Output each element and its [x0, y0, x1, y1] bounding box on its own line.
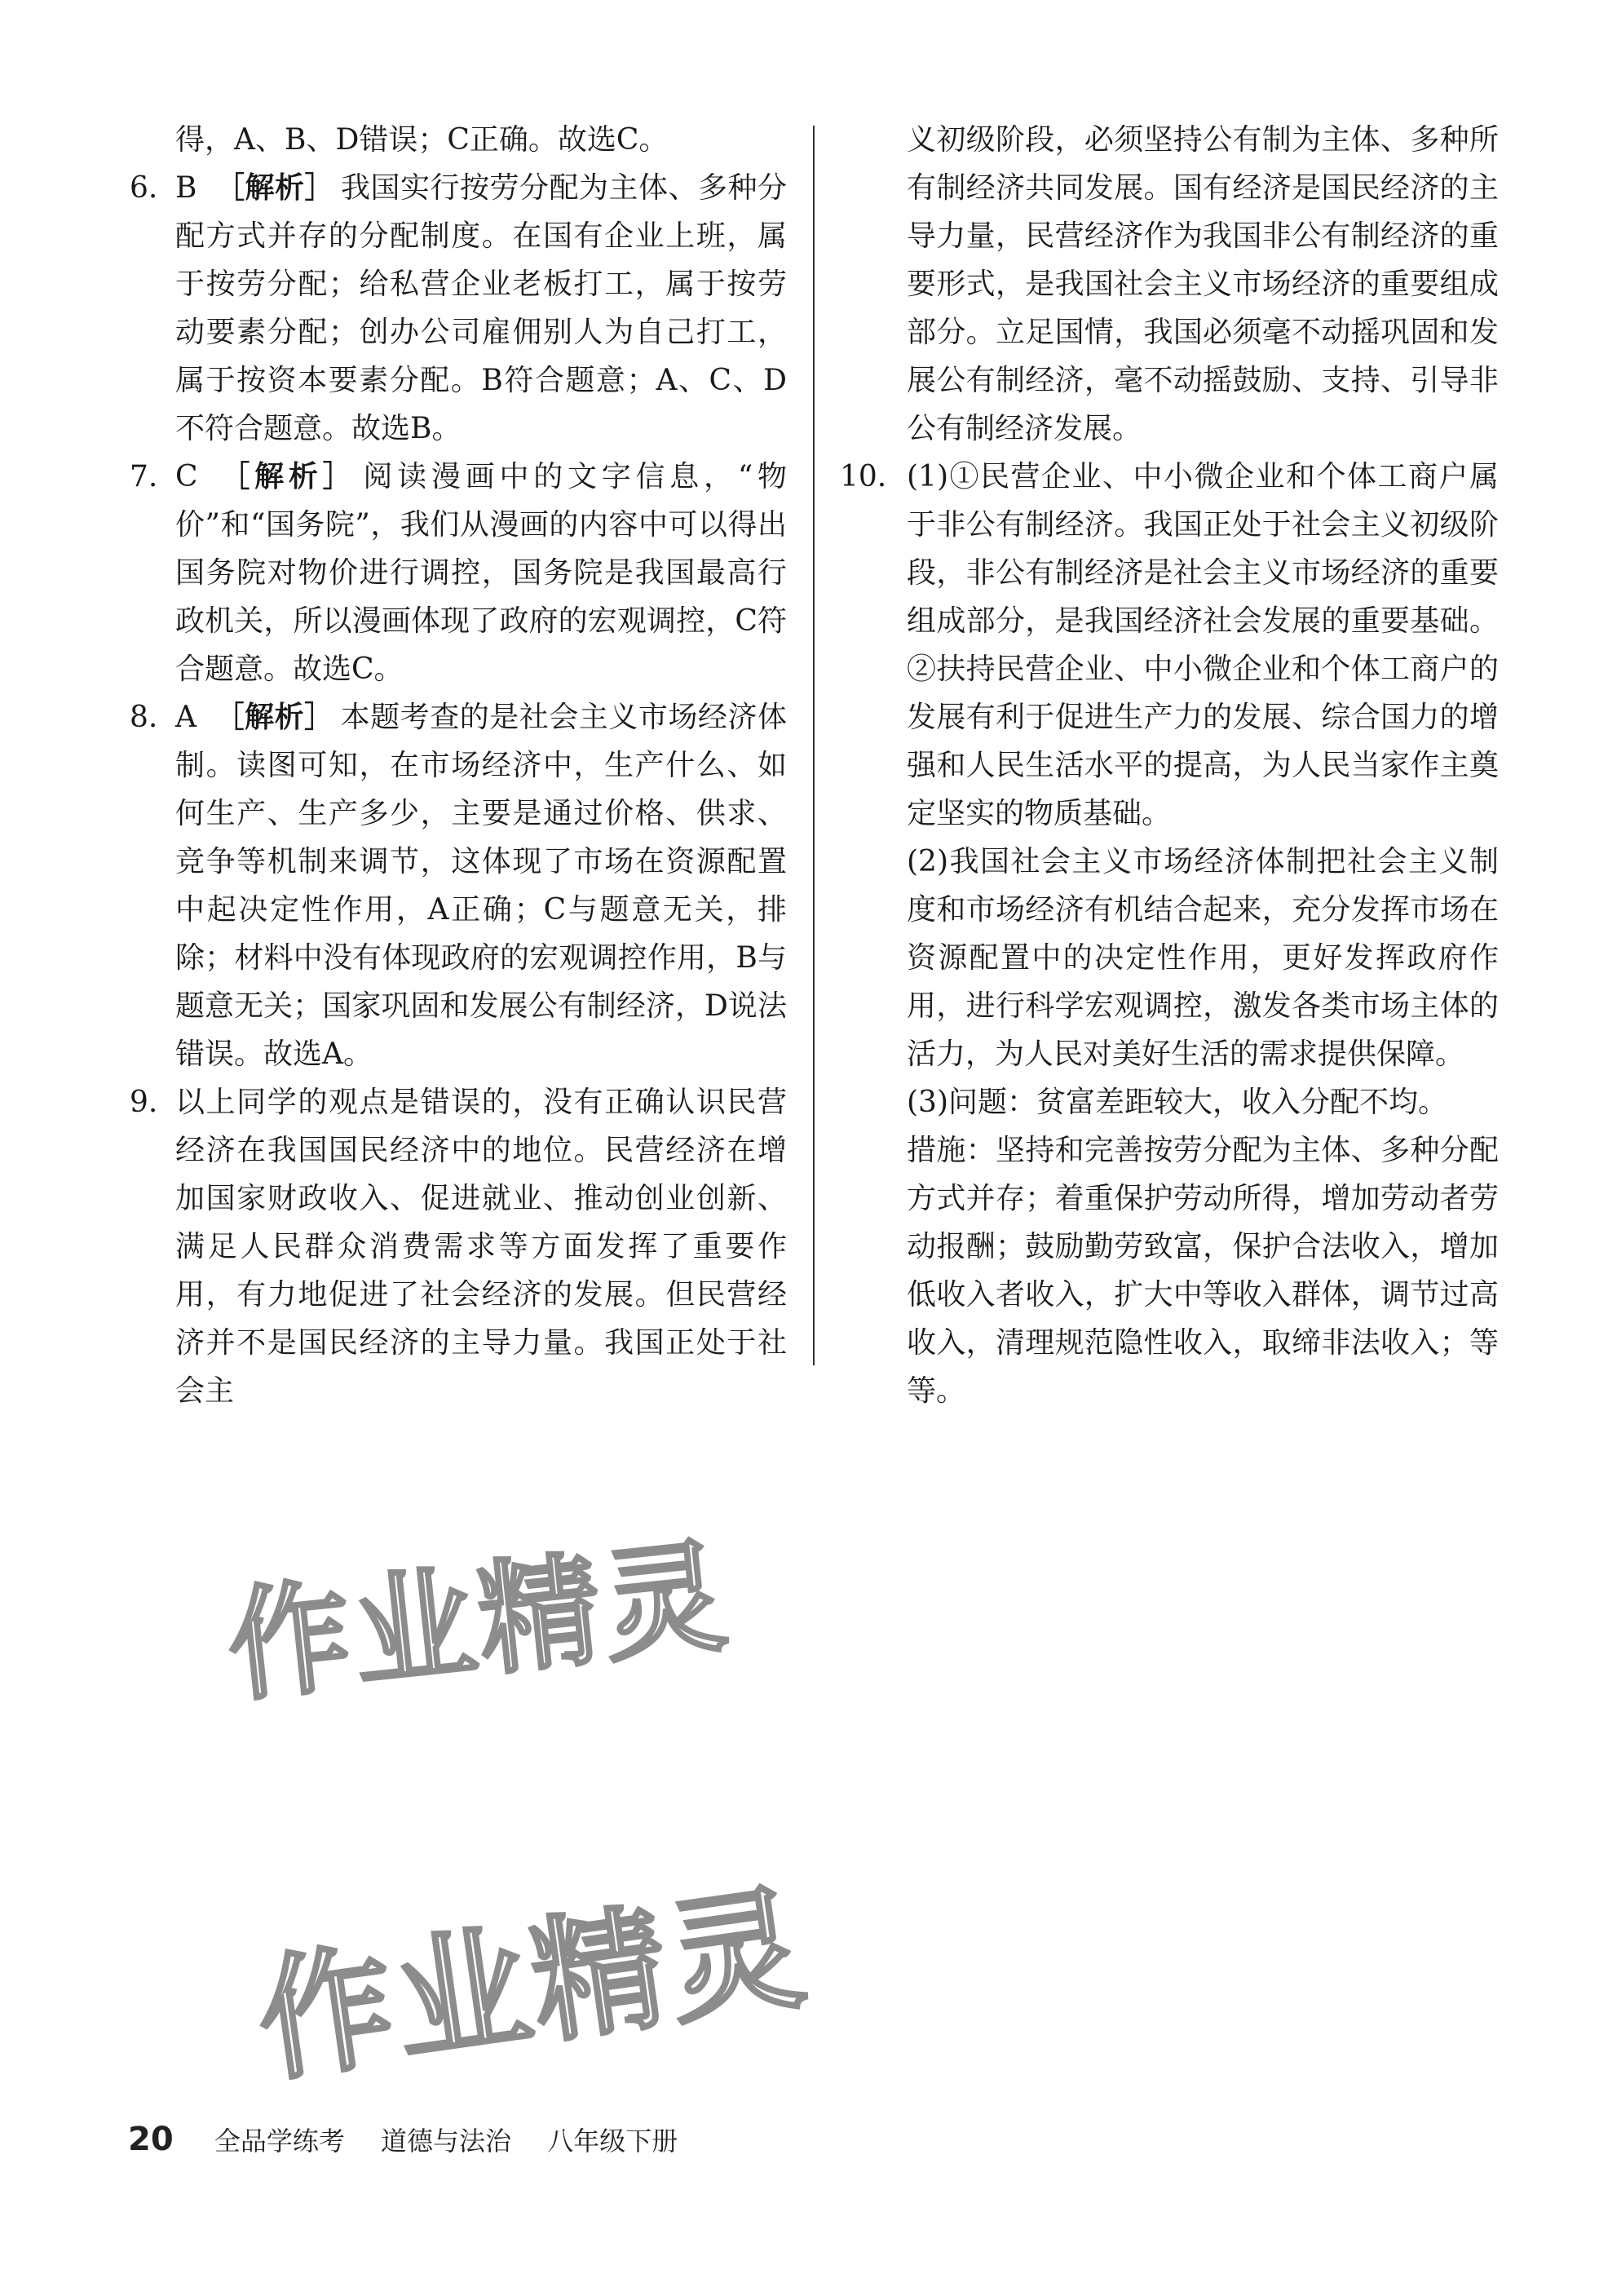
item-9-continuation: 义初级阶段，必须坚持公有制为主体、多种所有制经济共同发展。国有经济是国民经济的主导力量，民营经济作为我国非公有制经济的重要形式，是我国社会主义市场经济的重要组成部分。立足国情，我国必须毫不动摇巩固和发展公有制经济，毫不动摇鼓励、支持、引导非公有制经济发展。: [907, 123, 1499, 445]
page-footer: [128, 2121, 678, 2158]
watermark-text: 作业精灵: [249, 1869, 817, 2101]
page-number: 20: [128, 2121, 174, 2158]
book-subject: 道德与法治: [381, 2126, 512, 2157]
item-number: 10.: [840, 460, 887, 493]
answer-text: 我国实行按劳分配为主体、多种分配方式并存的分配制度。在国有企业上班，属于按劳分配；给私营企业老板打工，属于按劳动要素分配；创办公司雇佣别人为自己打工，属于按资本要素分配。B符合题意；A、C、D不符合题意。故选B。: [175, 171, 787, 445]
item-10-part-3-measures: 措施：坚持和完善按劳分配为主体、多种分配方式并存；着重保护劳动所得，增加劳动者劳动报酬；鼓励勤劳致富，保护合法收入，增加低收入者收入，扩大中等收入群体，调节过高收入，清理规范隐性收入，取缔非法收入；等等。: [907, 1134, 1499, 1408]
book-grade: 八年级下册: [547, 2126, 678, 2157]
answer-item-10: [840, 453, 1499, 1415]
item-number: 6.: [130, 171, 158, 205]
right-column: [840, 116, 1499, 1415]
item-10-part-2: (2)我国社会主义市场经济体制把社会主义制度和市场经济有机结合起来，充分发挥市场在资源配置中的决定性作用，更好发挥政府作用，进行科学宏观调控，激发各类市场主体的活力，为人民对美好生活的需求提供保障。: [907, 845, 1499, 1071]
item-number: 7.: [130, 460, 158, 493]
item-number: 9.: [130, 1086, 158, 1119]
answer-text: 本题考查的是社会主义市场经济体制。读图可知，在市场经济中，生产什么、如何生产、生产多少，主要是通过价格、供求、竞争等机制来调节，这体现了市场在资源配置中起决定性作用，A正确；C与题意无关，排除；材料中没有体现政府的宏观调控作用，B与题意无关；国家巩固和发展公有制经济，D说法错误。故选A。: [175, 701, 787, 1071]
answer-text: 阅读漫画中的文字信息，“物价”和“国务院”，我们从漫画的内容中可以得出国务院对物价进行调控，国务院是我国最高行政机关，所以漫画体现了政府的宏观调控，C符合题意。故选C。: [175, 460, 787, 686]
analysis-tag: ［解析］: [215, 459, 357, 493]
left-intro: 得，A、B、D错误；C正确。故选C。: [175, 123, 669, 157]
analysis-tag: ［解析］: [214, 170, 334, 205]
left-column: [130, 116, 787, 1415]
analysis-tag: ［解析］: [214, 700, 334, 734]
answer-letter: B: [175, 171, 197, 205]
answer-item-7: [130, 453, 787, 693]
watermark-text: 作业精灵: [221, 1525, 736, 1719]
item-number: 8.: [130, 701, 158, 734]
answer-letter: A: [175, 701, 197, 734]
answer-letter: C: [175, 460, 198, 493]
book-series: 全品学练考: [214, 2126, 345, 2157]
answer-item-9: [130, 1078, 787, 1415]
answer-text: 以上同学的观点是错误的，没有正确认识民营经济在我国国民经济中的地位。民营经济在增加国家财政收入、促进就业、推动创业创新、满足人民群众消费需求等方面发挥了重要作用，有力地促进了社会经济的发展。但民营经济并不是国民经济的主导力量。我国正处于社会主: [175, 1086, 787, 1408]
column-divider: [813, 126, 815, 1365]
item-10-part-1: (1)①民营企业、中小微企业和个体工商户属于非公有制经济。我国正处于社会主义初级阶段，非公有制经济是社会主义市场经济的重要组成部分，是我国经济社会发展的重要基础。②扶持民营企业、中小微企业和个体工商户的发展有利于促进生产力的发展、综合国力的增强和人民生活水平的提高，为人民当家作主奠定坚实的物质基础。: [907, 460, 1499, 830]
answer-item-6: [130, 164, 787, 453]
item-10-part-3-problem: (3)问题：贫富差距较大，收入分配不均。: [907, 1086, 1447, 1119]
answer-item-8: [130, 693, 787, 1078]
